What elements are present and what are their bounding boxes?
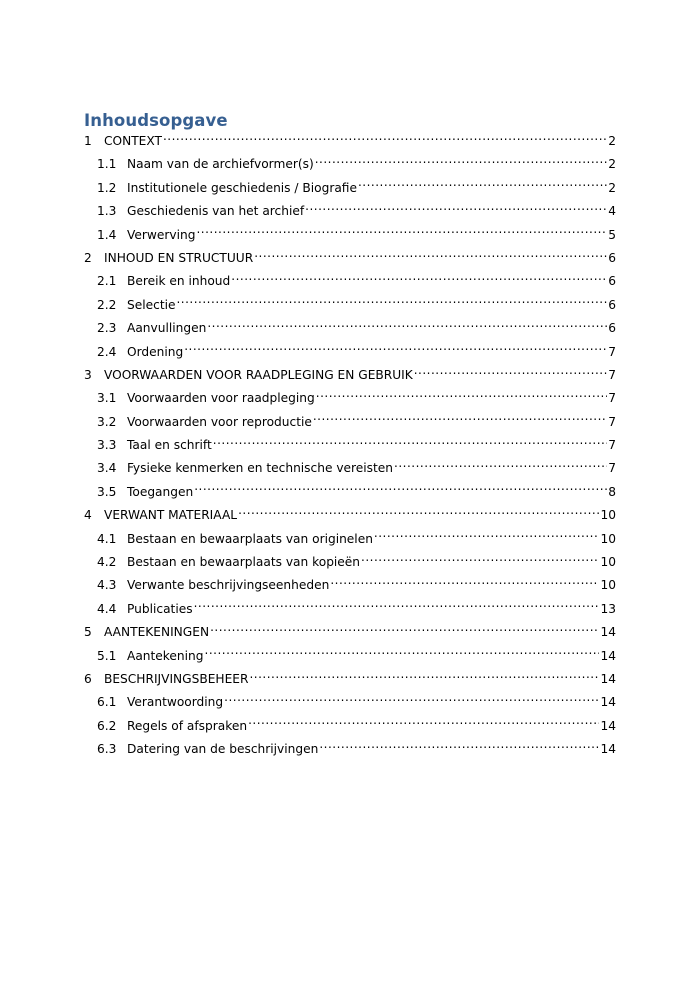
- toc-entry-label[interactable]: Voorwaarden voor raadpleging: [127, 391, 315, 406]
- toc-entry-section[interactable]: [84, 715, 616, 738]
- toc-entry-page-number: 8: [608, 484, 616, 499]
- dot-leader: [194, 601, 600, 613]
- toc-entry-page-number: 10: [600, 578, 616, 593]
- toc-entry-page-number: 7: [608, 344, 616, 359]
- toc-entry-number: 5.1: [97, 648, 117, 663]
- toc-entry-page-number: 6: [608, 250, 616, 265]
- toc-entry-label[interactable]: AANTEKENINGEN: [104, 625, 210, 640]
- dot-leader: [224, 694, 599, 706]
- toc-entry-section[interactable]: [84, 153, 616, 176]
- dot-leader: [414, 367, 608, 379]
- toc-entry-number: 3.2: [97, 414, 117, 429]
- toc-entry-page-number: 7: [608, 391, 616, 406]
- toc-entry-number: 5: [84, 625, 92, 640]
- toc-entry-number: 2.2: [97, 297, 117, 312]
- toc-entry-chapter[interactable]: [84, 130, 616, 153]
- dot-leader: [163, 133, 607, 145]
- toc-entry-section[interactable]: [84, 270, 616, 293]
- toc-entry-label[interactable]: Bestaan en bewaarplaats van kopieën: [127, 555, 361, 570]
- toc-entry-label[interactable]: Naam van de archiefvormer(s): [127, 157, 314, 172]
- toc-entry-chapter[interactable]: [84, 364, 616, 387]
- toc-entry-number: 4.2: [97, 555, 117, 570]
- toc-entry-label[interactable]: Verwante beschrijvingseenheden: [127, 578, 330, 593]
- toc-entry-page-number: 14: [600, 742, 616, 757]
- dot-leader: [361, 554, 599, 566]
- toc-entry-number: 2.3: [97, 321, 117, 336]
- toc-entry-section[interactable]: [84, 691, 616, 714]
- dot-leader: [315, 156, 608, 168]
- toc-entry-page-number: 6: [608, 321, 616, 336]
- toc-entry-number: 4: [84, 508, 92, 523]
- dot-leader: [184, 344, 607, 356]
- toc-entry-page-number: 13: [600, 601, 616, 616]
- toc-entry-page-number: 4: [608, 204, 616, 219]
- toc-entry-page-number: 10: [600, 508, 616, 523]
- toc-entry-page-number: 6: [608, 297, 616, 312]
- toc-entry-page-number: 5: [608, 227, 616, 242]
- dot-leader: [394, 460, 607, 472]
- toc-entry-number: 1.2: [97, 180, 117, 195]
- toc-entry-page-number: 14: [600, 718, 616, 733]
- toc-entry-label[interactable]: CONTEXT: [104, 134, 162, 148]
- dot-leader: [254, 250, 607, 262]
- dot-leader: [210, 624, 599, 636]
- toc-entry-number: 6.1: [97, 695, 117, 710]
- toc-entry-page-number: 14: [600, 695, 616, 710]
- toc-entry-number: 1.4: [97, 227, 117, 242]
- toc-entry-number: 2: [84, 250, 92, 265]
- toc-entry-section[interactable]: [84, 317, 616, 340]
- toc-entry-label[interactable]: Datering van de beschrijvingen: [127, 742, 319, 757]
- toc-entry-label[interactable]: VERWANT MATERIAAL: [104, 508, 238, 523]
- dot-leader: [305, 203, 607, 215]
- dot-leader: [374, 531, 600, 543]
- toc-entry-label[interactable]: Geschiedenis van het archief: [127, 204, 305, 219]
- dot-leader: [358, 180, 607, 192]
- toc-entry-section[interactable]: [84, 598, 616, 621]
- toc-entry-number: 4.3: [97, 578, 117, 593]
- toc-entry-label[interactable]: Ordening: [127, 344, 184, 359]
- toc-entry-section[interactable]: [84, 224, 616, 247]
- toc-entry-page-number: 7: [608, 438, 616, 453]
- toc-entry-page-number: 2: [608, 134, 616, 148]
- toc-entry-number: 4.1: [97, 531, 117, 546]
- toc-entry-section[interactable]: [84, 387, 616, 410]
- dot-leader: [248, 718, 599, 730]
- dot-leader: [176, 297, 607, 309]
- toc-entry-section[interactable]: [84, 551, 616, 574]
- toc-entry-section[interactable]: [84, 200, 616, 223]
- dot-leader: [319, 741, 599, 753]
- dot-leader: [207, 320, 607, 332]
- toc-entry-section[interactable]: [84, 434, 616, 457]
- toc-entry-page-number: 7: [608, 414, 616, 429]
- dot-leader: [205, 648, 600, 660]
- dot-leader: [249, 671, 599, 683]
- toc-entry-number: 3.5: [97, 484, 117, 499]
- toc-entry-label[interactable]: Aantekening: [127, 648, 204, 663]
- dot-leader: [231, 273, 607, 285]
- toc-entry-page-number: 10: [600, 531, 616, 546]
- dot-leader: [196, 227, 607, 239]
- toc-entry-label[interactable]: Toegangen: [127, 484, 194, 499]
- toc-entry-section[interactable]: [84, 481, 616, 504]
- toc-entry-number: 6.2: [97, 718, 117, 733]
- toc-entry-label[interactable]: Voorwaarden voor reproductie: [127, 414, 312, 429]
- toc-title: Inhoudsopgave: [84, 111, 228, 130]
- toc-entry-page-number: 2: [608, 157, 616, 172]
- toc-entry-section[interactable]: [84, 411, 616, 434]
- dot-leader: [313, 414, 607, 426]
- toc-entry-label[interactable]: Publicaties: [127, 601, 193, 616]
- toc-entry-chapter[interactable]: [84, 504, 616, 527]
- toc-entry-section[interactable]: [84, 341, 616, 364]
- toc-entry-section[interactable]: [84, 177, 616, 200]
- toc-entry-number: 2.1: [97, 274, 117, 289]
- toc-entry-section[interactable]: [84, 294, 616, 317]
- toc-entry-page-number: 6: [608, 274, 616, 289]
- toc-entry-page-number: 14: [600, 648, 616, 663]
- dot-leader: [213, 437, 607, 449]
- toc-entry-number: 1.1: [97, 157, 117, 172]
- toc-entry-number: 3.1: [97, 391, 117, 406]
- toc-entry-label[interactable]: Verantwoording: [127, 695, 224, 710]
- toc-entry-number: 6.3: [97, 742, 117, 757]
- dot-leader: [238, 507, 599, 519]
- toc-entry-label[interactable]: Institutionele geschiedenis / Biografie: [127, 180, 357, 195]
- toc-entry-section[interactable]: [84, 645, 616, 668]
- toc-entry-label[interactable]: VOORWAARDEN VOOR RAADPLEGING EN GEBRUIK: [104, 367, 413, 382]
- toc-entry-page-number: 7: [608, 367, 616, 382]
- toc-entry-number: 3: [84, 367, 92, 382]
- toc-entry-page-number: 10: [600, 555, 616, 570]
- dot-leader: [330, 577, 599, 589]
- toc-entry-section[interactable]: [84, 528, 616, 551]
- toc-entry-label[interactable]: Bereik en inhoud: [127, 274, 231, 289]
- toc-entry-number: 4.4: [97, 601, 117, 616]
- toc-entry-page-number: 7: [608, 461, 616, 476]
- table-of-contents: [84, 130, 616, 762]
- toc-entry-label[interactable]: INHOUD EN STRUCTUUR: [104, 250, 254, 265]
- toc-entry-label[interactable]: Fysieke kenmerken en technische vereisten: [127, 461, 394, 476]
- toc-entry-chapter[interactable]: [84, 621, 616, 644]
- toc-entry-number: 6: [84, 671, 92, 686]
- toc-entry-page-number: 14: [600, 625, 616, 640]
- toc-entry-label[interactable]: Bestaan en bewaarplaats van originelen: [127, 531, 373, 546]
- toc-entry-page-number: 2: [608, 180, 616, 195]
- toc-entry-section[interactable]: [84, 457, 616, 480]
- toc-entry-label[interactable]: Taal en schrift: [127, 438, 212, 453]
- toc-entry-label[interactable]: Verwerving: [127, 227, 196, 242]
- toc-entry-label[interactable]: Aanvullingen: [127, 321, 207, 336]
- toc-entry-number: 1.3: [97, 204, 117, 219]
- toc-entry-label[interactable]: Regels of afspraken: [127, 718, 248, 733]
- toc-entry-label[interactable]: Selectie: [127, 297, 176, 312]
- dot-leader: [316, 390, 607, 402]
- toc-entry-number: 1: [84, 134, 92, 148]
- toc-entry-number: 3.4: [97, 461, 117, 476]
- toc-entry-chapter[interactable]: [84, 247, 616, 270]
- toc-entry-number: 2.4: [97, 344, 117, 359]
- toc-entry-number: 3.3: [97, 438, 117, 453]
- toc-entry-page-number: 14: [600, 671, 616, 686]
- toc-entry-label[interactable]: BESCHRIJVINGSBEHEER: [104, 671, 249, 686]
- toc-entry-chapter[interactable]: [84, 668, 616, 691]
- dot-leader: [194, 484, 607, 496]
- toc-entry-section[interactable]: [84, 738, 616, 761]
- toc-entry-section[interactable]: [84, 574, 616, 597]
